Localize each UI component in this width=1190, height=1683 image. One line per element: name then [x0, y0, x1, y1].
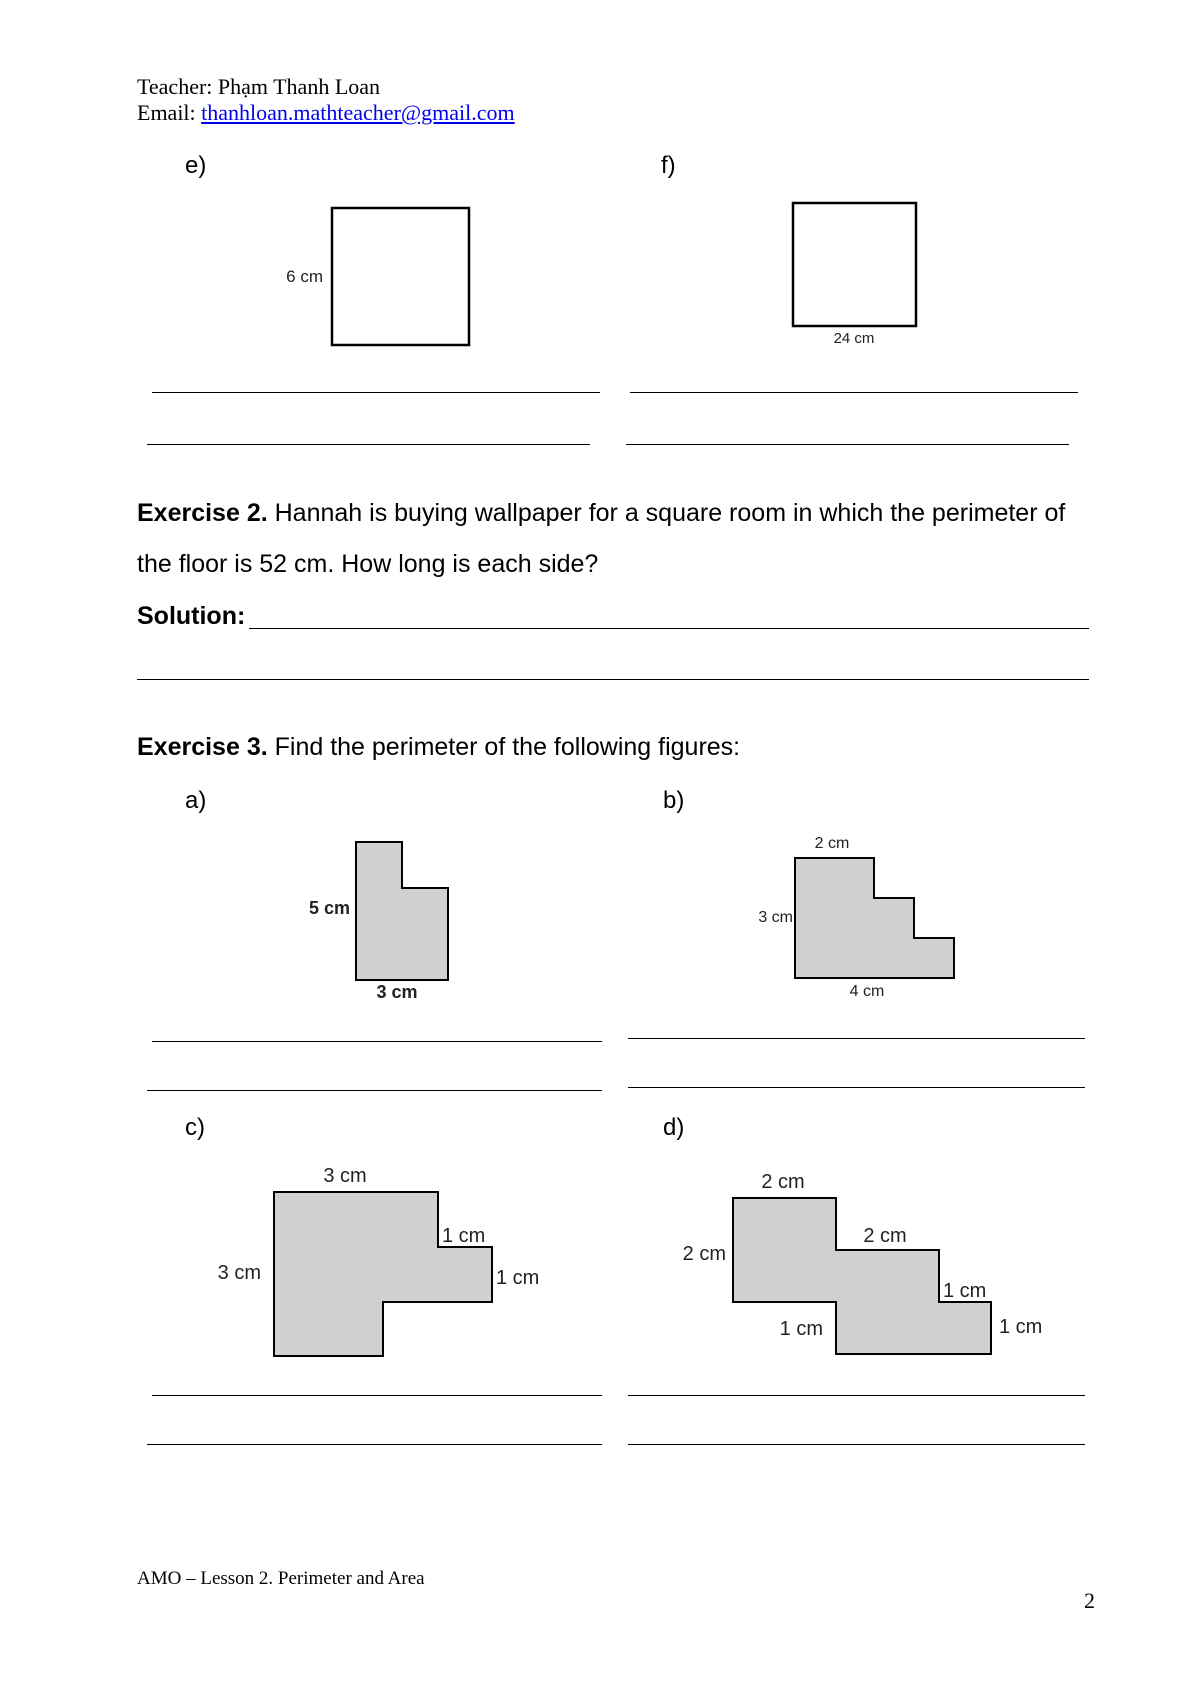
figure-a-bottom-label: 3 cm	[376, 982, 418, 1002]
figure-f-label: f)	[661, 152, 676, 179]
answer-line-d2[interactable]	[628, 1444, 1085, 1445]
answer-line-d1[interactable]	[628, 1395, 1085, 1396]
figure-a	[290, 835, 460, 1010]
square-e-side-label: 6 cm	[286, 267, 323, 286]
figure-d-top-label: 2 cm	[761, 1171, 805, 1193]
figure-c-left-label: 3 cm	[217, 1262, 261, 1284]
figure-b	[740, 828, 960, 1003]
figure-a-left-label: 5 cm	[308, 898, 350, 918]
figure-c-right-label: 1 cm	[496, 1267, 540, 1289]
figure-d-bottom-left-label: 1 cm	[779, 1318, 823, 1340]
figure-e-label: e)	[185, 152, 207, 179]
teacher-line: Teacher: Phạm Thanh Loan	[137, 74, 381, 99]
figure-b-top-label: 2 cm	[814, 835, 850, 852]
solution-row	[137, 600, 245, 632]
figure-d-label: d)	[663, 1114, 685, 1141]
figure-a-shape	[356, 842, 448, 980]
figure-c	[200, 1155, 560, 1370]
figure-b-shape	[795, 858, 954, 978]
figure-c-shape	[274, 1192, 492, 1356]
exercise2-text1: Hannah is buying wallpaper for a square room in which the perimeter of	[267, 499, 1066, 527]
figure-d	[670, 1160, 1070, 1370]
exercise2-line2: the floor is 52 cm. How long is each side?	[137, 550, 599, 578]
exercise2-line1	[137, 497, 1065, 529]
figure-b-label: b)	[663, 787, 685, 814]
figure-c-label: c)	[185, 1114, 205, 1141]
figure-c-top-label: 3 cm	[323, 1165, 367, 1187]
figure-d-right-label: 1 cm	[999, 1316, 1043, 1338]
figure-a-label: a)	[185, 787, 207, 814]
figure-d-shape	[733, 1198, 991, 1354]
answer-line-a2[interactable]	[147, 1090, 602, 1091]
page-number: 2	[1084, 1588, 1095, 1613]
figure-d-left-label: 2 cm	[682, 1243, 726, 1265]
square-f-shape	[793, 203, 916, 326]
answer-line-e2[interactable]	[147, 444, 590, 445]
answer-line-a1[interactable]	[152, 1041, 602, 1042]
answer-line-b2[interactable]	[628, 1087, 1085, 1088]
footer-lesson: AMO – Lesson 2. Perimeter and Area	[137, 1568, 425, 1589]
exercise2-title: Exercise 2.	[137, 499, 268, 527]
solution-line-1[interactable]	[249, 628, 1089, 629]
exercise3-line	[137, 731, 740, 763]
answer-line-f1[interactable]	[630, 392, 1078, 393]
figure-b-left-label: 3 cm	[758, 909, 793, 926]
figure-d-step-label: 1 cm	[943, 1280, 987, 1302]
answer-line-c2[interactable]	[147, 1444, 602, 1445]
figure-b-bottom-label: 4 cm	[849, 983, 885, 1000]
exercise3-text: Find the perimeter of the following figures:	[267, 733, 741, 761]
email-link[interactable]: thanhloan.mathteacher@gmail.com	[201, 100, 515, 125]
email-line	[137, 100, 515, 126]
solution-label: Solution:	[137, 602, 246, 630]
square-f-bottom-label: 24 cm	[833, 330, 875, 347]
solution-line-2[interactable]	[137, 679, 1089, 680]
figure-f-square	[780, 195, 940, 355]
figure-e-square	[270, 200, 480, 350]
answer-line-e1[interactable]	[152, 392, 600, 393]
figure-c-step-label: 1 cm	[442, 1225, 486, 1247]
answer-line-b1[interactable]	[628, 1038, 1085, 1039]
answer-line-f2[interactable]	[626, 444, 1069, 445]
email-label: Email:	[137, 100, 202, 125]
figure-d-mid-top-label: 2 cm	[863, 1225, 907, 1247]
exercise3-title: Exercise 3.	[137, 733, 268, 761]
answer-line-c1[interactable]	[152, 1395, 602, 1396]
square-e-shape	[332, 208, 469, 345]
